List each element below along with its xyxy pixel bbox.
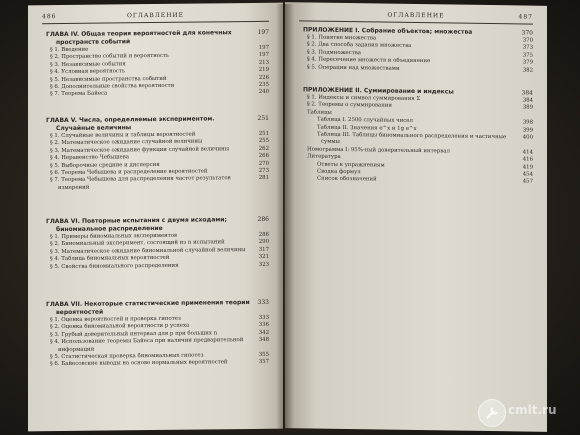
toc-entry: § 2. Теоремы о суммировании 389 bbox=[307, 101, 533, 112]
appendix-2 bbox=[303, 86, 533, 186]
chapter-heading: ГЛАВА V. Числа, определяемые экспериментом. Случайные величины 251 bbox=[46, 114, 269, 133]
toc-entry: § 1. Введение 197 bbox=[50, 44, 269, 54]
watermark bbox=[478, 397, 570, 427]
toc-entry: Литература 416 bbox=[307, 153, 533, 163]
toc-entry: Список обозначений 457 bbox=[317, 176, 533, 186]
left-page bbox=[28, 3, 283, 432]
toc-entry: § 3. Грубый доверительный интервал для p при больших n 342 bbox=[50, 329, 269, 338]
tables-heading: Таблицы bbox=[307, 109, 332, 116]
toc-entry: § 5. Свойства биномиального распределения 323 bbox=[50, 261, 269, 270]
open-book bbox=[28, 4, 548, 430]
toc-entry: § 6. Дополнительные свойства вероятности 235 bbox=[50, 81, 269, 91]
toc-entry: § 1. Случайные величины и таблицы вероятностей 251 bbox=[50, 130, 269, 140]
appendix-heading: ПРИЛОЖЕНИЕ I. Собрание объектов; множества 370 bbox=[303, 26, 533, 37]
chapter-5 bbox=[46, 115, 269, 193]
left-running-head bbox=[42, 11, 269, 24]
toc-entry: Таблица II. Значения e^x и 1g e^x 399 bbox=[317, 124, 533, 134]
toc-entry: § 1. Оценка вероятностей и проверка гипотез 333 bbox=[50, 314, 269, 324]
right-running-head bbox=[299, 10, 533, 24]
right-page-number: 487 bbox=[518, 13, 533, 21]
toc-entry: Сводка формул 454 bbox=[317, 168, 533, 178]
toc-entry: § 1. Примеры биномиальных экспериментов 286 bbox=[50, 231, 269, 241]
toc-entry: § 2. Оценка биномиальной вероятности p успеха 336 bbox=[50, 322, 269, 331]
toc-entry: § 7. Теорема Чебышева для распределения частот результатов измерений 281 bbox=[50, 175, 269, 191]
appendix-heading: ПРИЛОЖЕНИЕ II. Суммирование и индексы 384 bbox=[303, 86, 533, 97]
toc-entry: § 4. Использование теоремы Байеса при наличии предварительной информации 348 bbox=[50, 337, 269, 353]
toc-entry: § 4. Пересечение множеств и объединение 379 bbox=[307, 56, 533, 66]
toc-entry: § 2. Пространство событий и вероятность 197 bbox=[50, 52, 269, 61]
toc-entry: § 2. Два способа задания множества 373 bbox=[307, 41, 533, 52]
chapter-heading: ГЛАВА IV. Общая теория вероятностей для конечных пространств событий 197 bbox=[46, 28, 269, 47]
tools-logo-icon bbox=[478, 399, 506, 427]
toc-entry: § 4. Условная вероятность 219 bbox=[50, 67, 269, 76]
appendix-1 bbox=[303, 26, 533, 74]
book-gutter bbox=[276, 4, 294, 430]
toc-entry: § 6. Байесовские выводы на основе нормальных вероятностей 357 bbox=[50, 359, 269, 368]
toc-entry: § 5. Независимые пространства событий 226 bbox=[50, 74, 269, 83]
toc-entry: § 5. Выборочные средние и дисперсия 270 bbox=[50, 160, 269, 169]
toc-entry: § 3. Независимые события 213 bbox=[50, 59, 269, 68]
toc-entry: § 6. Теорема Чебышева и распределение вероятностей 273 bbox=[50, 167, 269, 177]
toc-entry: Ответы к упражнениям 419 bbox=[317, 161, 533, 171]
toc-entry: § 3. Подмножества 375 bbox=[307, 49, 533, 59]
toc-entry: § 2. Математическое ожидание случайной величины 255 bbox=[50, 138, 269, 147]
right-page bbox=[285, 2, 547, 432]
toc-entry: § 4. Таблица биномиальных вероятностей 321 bbox=[50, 254, 269, 263]
toc-entry: § 1. Индексы и символ суммирования Σ 384 bbox=[307, 94, 533, 104]
toc-entry: Номограмма I: 95%-ный доверительный интервал 414 bbox=[307, 146, 533, 156]
right-running-title: ОГЛАВЛЕНИЕ bbox=[387, 11, 445, 20]
toc-entry: § 4. Неравенство Чебышева 266 bbox=[50, 153, 269, 162]
watermark-text: cmlt.ru bbox=[508, 403, 557, 417]
chapter-7 bbox=[46, 299, 269, 369]
toc-entry: Таблица I. 2500 случайных чисел 398 bbox=[317, 116, 533, 126]
toc-entry: § 2. Биномиальный эксперимент, состоящий из n испытаний 290 bbox=[50, 239, 269, 248]
chapter-4 bbox=[46, 29, 269, 99]
toc-entry: Таблица III. Таблицы биномиального распределения и частичные суммы 400 bbox=[317, 131, 533, 146]
toc-entry: § 5. Операции над множествами 382 bbox=[307, 64, 533, 74]
toc-entry: § 1. Понятие множества 370 bbox=[307, 34, 533, 44]
toc-entry: § 7. Теорема Байеса 240 bbox=[50, 89, 269, 98]
left-running-title: ОГЛАВЛЕНИЕ bbox=[126, 11, 185, 20]
left-page-number: 486 bbox=[42, 13, 57, 21]
toc-entry: § 5. Статистическая проверка биномиальных гипотез 355 bbox=[50, 351, 269, 361]
chapter-heading: ГЛАВА VII. Некоторые статистические применения теории вероятностей 333 bbox=[46, 298, 269, 317]
toc-entry: § 3. Математическое ожидание биномиальной случайной величины 317 bbox=[50, 246, 269, 255]
chapter-6 bbox=[46, 216, 269, 271]
chapter-heading: ГЛАВА VI. Повторные испытания с двумя исходами; биномиальное распределение 286 bbox=[46, 215, 269, 234]
toc-entry: § 3. Математическое ожидание функции случайной величины 262 bbox=[50, 145, 269, 154]
